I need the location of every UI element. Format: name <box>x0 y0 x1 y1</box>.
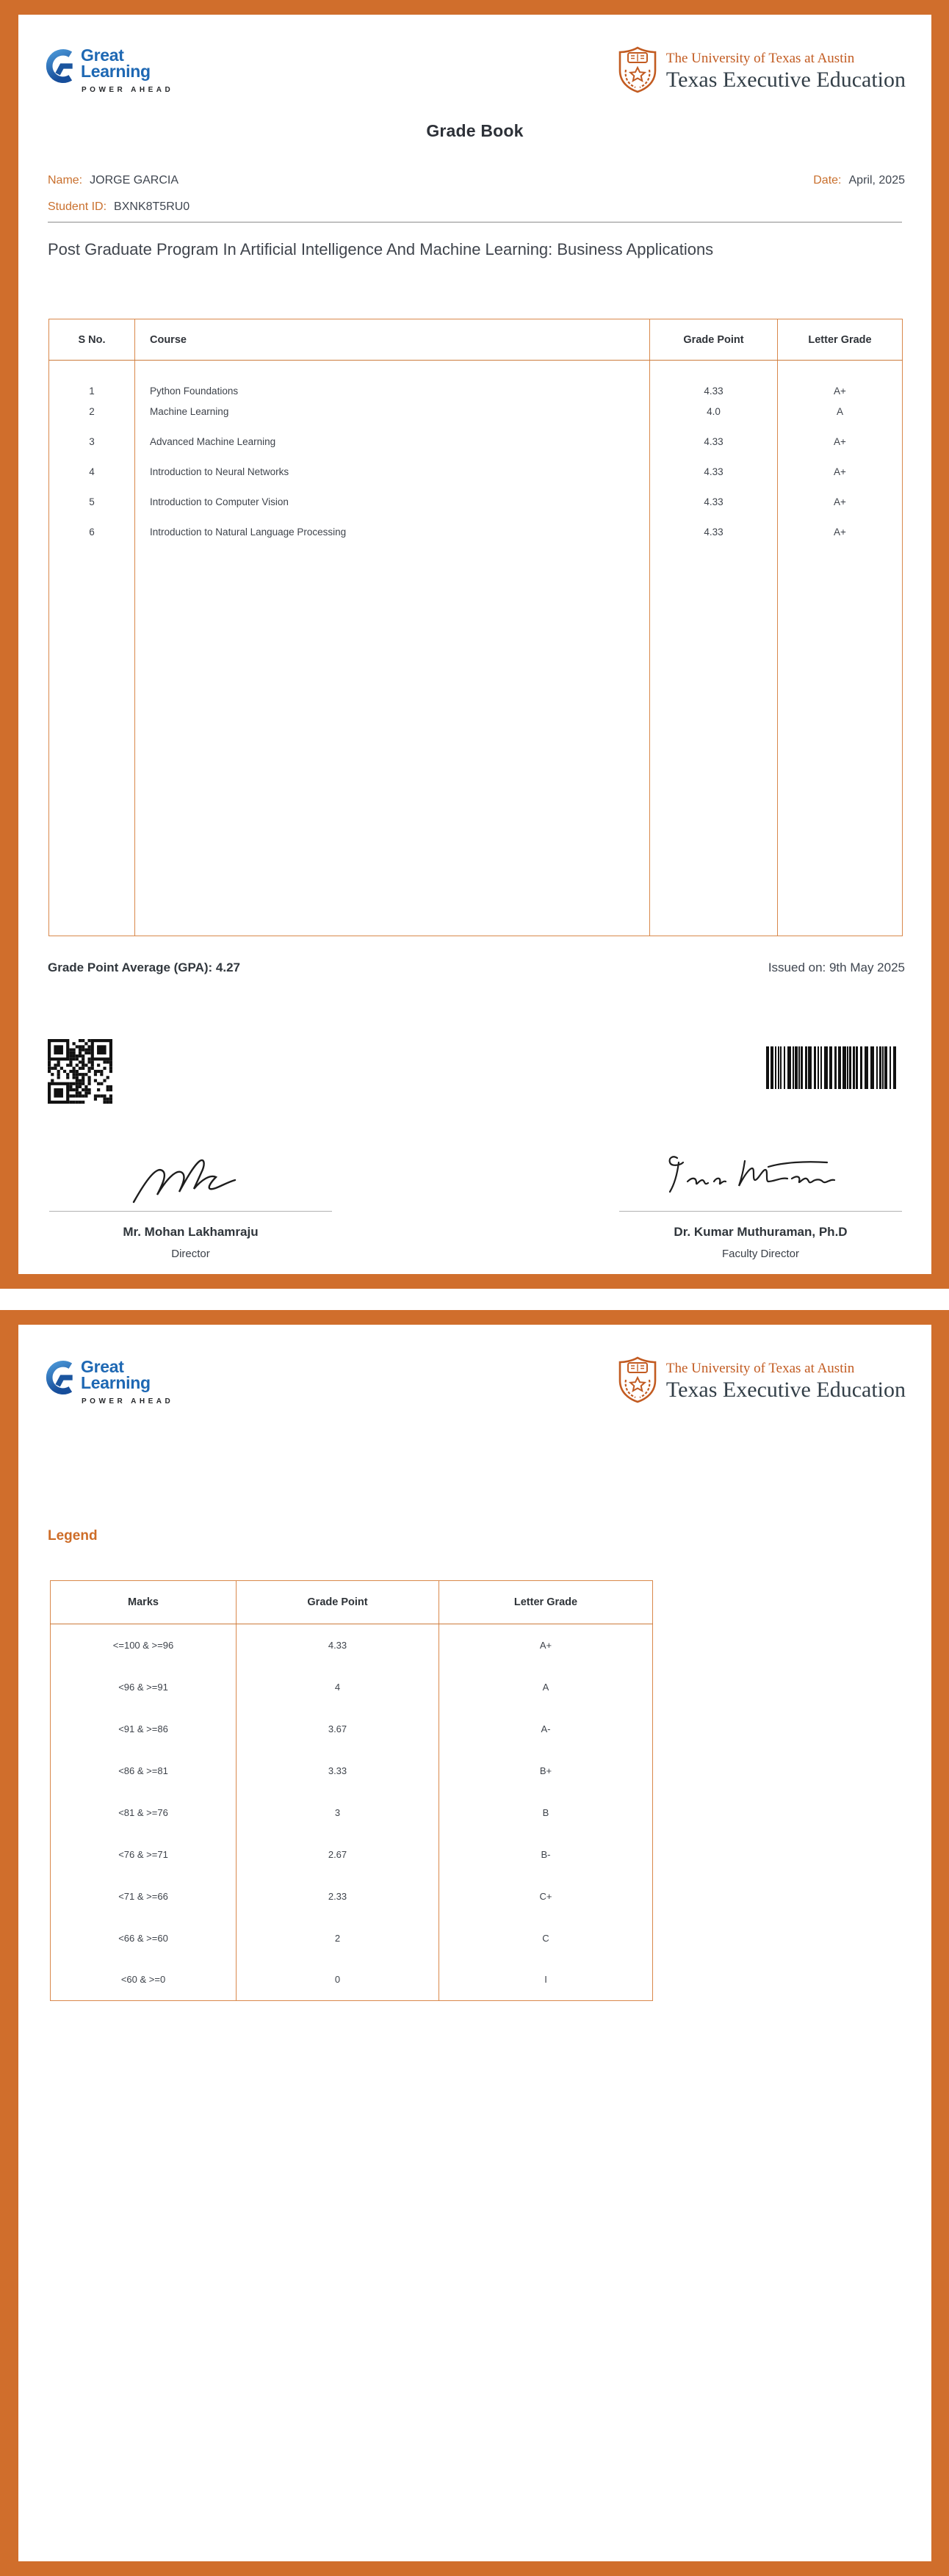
header-grade-point: Grade Point <box>650 319 778 361</box>
letter-grade-cell: A <box>836 405 843 417</box>
signature-line <box>49 1211 332 1212</box>
table-row <box>49 457 903 487</box>
letter-grade-cell: A+ <box>834 526 846 538</box>
grade-point-cell: 4.33 <box>650 487 778 517</box>
gl-word-1: Great <box>81 46 124 65</box>
letter-grade-cell: A- <box>541 1723 551 1734</box>
grade-point-cell: 3.33 <box>237 1750 439 1792</box>
ut-austin-logo <box>618 46 906 97</box>
sno-cell: 4 <box>49 457 135 487</box>
grade-point-cell: 4.33 <box>650 517 778 547</box>
header-letter-grade: Letter Grade <box>778 319 903 361</box>
legend-table <box>50 1580 653 2001</box>
signatory-role: Director <box>171 1248 210 1260</box>
letter-grade-cell: A <box>542 1681 549 1693</box>
header-marks: Marks <box>51 1581 237 1624</box>
grade-point-cell: 3 <box>237 1792 439 1834</box>
student-id-row <box>48 200 190 214</box>
legend-row <box>51 1917 653 1959</box>
grade-point-cell: 4.33 <box>650 457 778 487</box>
legend-header-row <box>51 1581 653 1624</box>
signatory-name: Dr. Kumar Muthuraman, Ph.D <box>674 1225 848 1239</box>
legend-row <box>51 1750 653 1792</box>
gl-word-1: Great <box>81 1357 124 1376</box>
great-learning-g-icon <box>42 1358 76 1400</box>
table-row <box>49 427 903 457</box>
letter-grade-cell: C+ <box>539 1890 552 1902</box>
marks-cell: <60 & >=0 <box>51 1959 237 2001</box>
course-cell: Machine Learning <box>135 397 650 427</box>
page-2-content <box>18 1325 931 2561</box>
ut-line-2: Texas Executive Education <box>665 68 906 92</box>
page-1-content <box>18 15 931 1274</box>
marks-cell: <66 & >=60 <box>51 1917 237 1959</box>
legend-row <box>51 1959 653 2001</box>
legend-row <box>51 1834 653 1875</box>
grade-point-cell: 4.33 <box>650 427 778 457</box>
name-row <box>48 174 178 187</box>
grade-point-cell: 2.33 <box>237 1875 439 1917</box>
course-cell: Python Foundations <box>135 361 650 397</box>
legend-row <box>51 1666 653 1708</box>
course-cell: Advanced Machine Learning <box>135 427 650 457</box>
sno-cell: 3 <box>49 427 135 457</box>
course-cell: Introduction to Computer Vision <box>135 487 650 517</box>
page-2 <box>0 1310 949 2576</box>
course-cell: Introduction to Natural Language Processing <box>135 517 650 547</box>
great-learning-wordmark <box>81 47 173 94</box>
letter-grade-cell: B+ <box>539 1765 552 1776</box>
grade-point-cell: 4.33 <box>650 361 778 397</box>
signatory-role: Faculty Director <box>721 1248 800 1260</box>
great-learning-logo <box>42 47 173 94</box>
table-row <box>49 517 903 547</box>
header-course: Course <box>135 319 650 361</box>
signatory-name: Mr. Mohan Lakhamraju <box>123 1225 259 1239</box>
signature-line <box>619 1211 902 1212</box>
signature-block-director <box>49 1142 332 1260</box>
sno-cell: 5 <box>49 487 135 517</box>
grade-point-cell: 2.67 <box>237 1834 439 1875</box>
letter-grade-cell: A+ <box>834 435 846 447</box>
marks-cell: <=100 & >=96 <box>51 1624 237 1666</box>
ut-wordmark <box>666 1361 906 1403</box>
date-label: Date: <box>813 174 842 187</box>
course-table <box>48 319 903 936</box>
course-cell: Introduction to Neural Networks <box>135 457 650 487</box>
marks-cell: <91 & >=86 <box>51 1708 237 1750</box>
marks-cell: <81 & >=76 <box>51 1792 237 1834</box>
gl-tagline: POWER AHEAD <box>82 86 174 94</box>
letter-grade-cell: C <box>542 1932 549 1944</box>
letter-grade-cell: A+ <box>834 385 846 397</box>
qr-code <box>48 1039 112 1104</box>
table-row <box>49 487 903 517</box>
student-id-label: Student ID: <box>48 200 107 213</box>
ut-line-2: Texas Executive Education <box>665 1378 906 1402</box>
marks-cell: <96 & >=91 <box>51 1666 237 1708</box>
sno-cell: 6 <box>49 517 135 547</box>
great-learning-logo <box>42 1358 173 1405</box>
grade-point-cell: 4 <box>237 1666 439 1708</box>
ut-line-1: The University of Texas at Austin <box>665 1361 855 1376</box>
letter-grade-cell: A+ <box>834 496 846 507</box>
legend-heading: Legend <box>48 1528 98 1544</box>
faculty-director-signature-icon <box>619 1142 902 1208</box>
barcode <box>766 1046 901 1089</box>
ut-wordmark <box>666 51 906 93</box>
date-row <box>813 174 905 187</box>
great-learning-wordmark <box>81 1358 173 1405</box>
ut-austin-logo <box>618 1356 906 1407</box>
great-learning-g-icon <box>42 47 76 89</box>
name-value: JORGE GARCIA <box>90 174 179 187</box>
legend-row <box>51 1624 653 1666</box>
legend-row <box>51 1875 653 1917</box>
grade-point-cell: 2 <box>237 1917 439 1959</box>
course-table-header-row <box>49 319 903 361</box>
marks-cell: <71 & >=66 <box>51 1875 237 1917</box>
letter-grade-cell: B- <box>541 1848 551 1860</box>
header-grade-point: Grade Point <box>237 1581 439 1624</box>
grade-point-cell: 4.0 <box>650 397 778 427</box>
sno-cell: 1 <box>49 361 135 397</box>
grade-point-cell: 0 <box>237 1959 439 2001</box>
letter-grade-cell: B <box>542 1806 549 1818</box>
gl-word-2: Learning <box>81 62 151 81</box>
table-row <box>49 361 903 397</box>
letter-grade-cell: A+ <box>834 466 846 477</box>
legend-row <box>51 1792 653 1834</box>
header-letter-grade: Letter Grade <box>439 1581 653 1624</box>
grade-point-cell: 3.67 <box>237 1708 439 1750</box>
date-value: April, 2025 <box>848 174 905 187</box>
gl-word-2: Learning <box>81 1373 151 1392</box>
sno-cell: 2 <box>49 397 135 427</box>
issued-date: Issued on: 9th May 2025 <box>768 960 905 974</box>
program-title: Post Graduate Program In Artificial Intelligence And Machine Learning: Business Applications <box>48 240 714 258</box>
table-empty-space <box>49 547 903 936</box>
letter-grade-cell: I <box>544 1974 547 1986</box>
student-id-value: BXNK8T5RU0 <box>114 200 190 213</box>
header-sno: S No. <box>49 319 135 361</box>
marks-cell: <76 & >=71 <box>51 1834 237 1875</box>
name-label: Name: <box>48 174 83 187</box>
signature-block-faculty-director <box>619 1142 902 1260</box>
grade-point-cell: 4.33 <box>237 1624 439 1666</box>
letter-grade-cell: A+ <box>539 1639 552 1651</box>
gl-tagline: POWER AHEAD <box>82 1397 174 1405</box>
ut-shield-icon <box>618 1356 657 1407</box>
director-signature-icon <box>49 1142 332 1208</box>
marks-cell: <86 & >=81 <box>51 1750 237 1792</box>
legend-row <box>51 1708 653 1750</box>
table-row <box>49 397 903 427</box>
ut-line-1: The University of Texas at Austin <box>665 51 855 66</box>
page-title: Grade Book <box>426 121 524 140</box>
ut-shield-icon <box>618 46 657 97</box>
gpa-summary: Grade Point Average (GPA): 4.27 <box>48 960 240 974</box>
